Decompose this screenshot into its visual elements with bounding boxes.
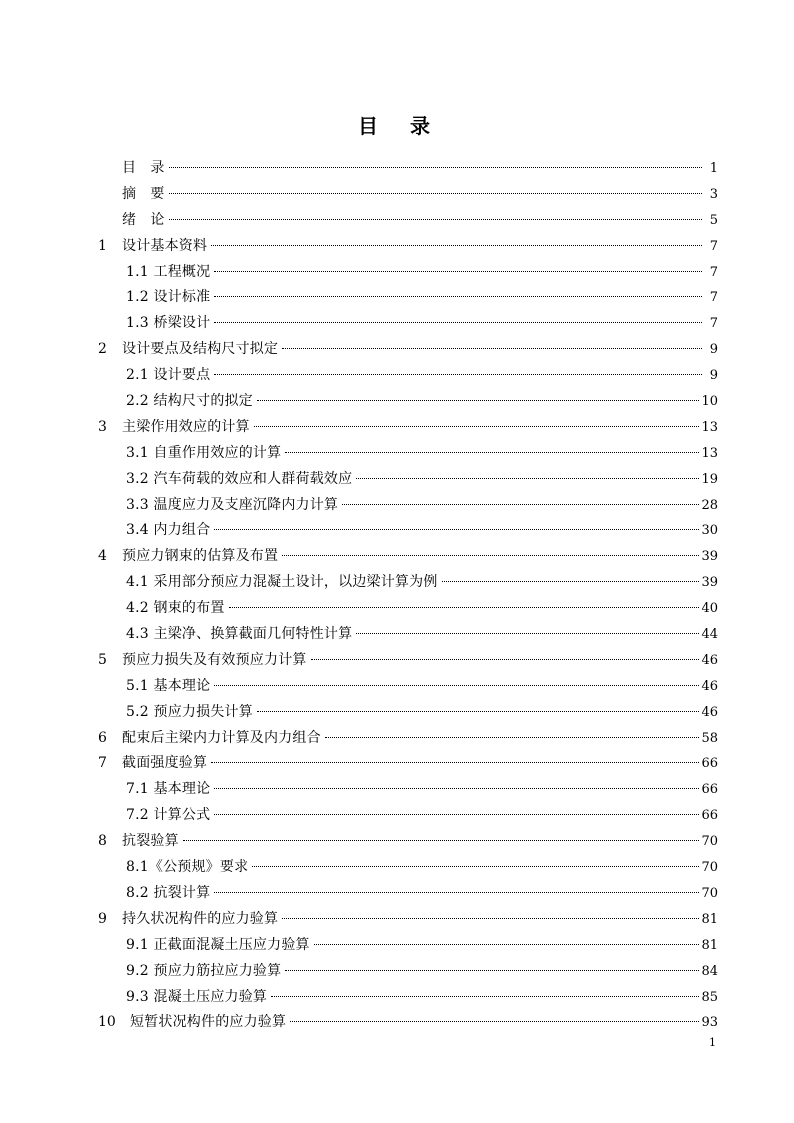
toc-entry[interactable] bbox=[98, 182, 718, 208]
toc-dot-leader bbox=[314, 944, 700, 945]
page-title: 目 录 bbox=[358, 114, 436, 138]
toc-entry-page: 81 bbox=[701, 937, 718, 953]
toc-entry-label: 绪 论 bbox=[122, 211, 165, 228]
toc-entry-label: 9.3 混凝土压应力验算 bbox=[126, 988, 268, 1005]
toc-entry-label: 5.2 预应力损失计算 bbox=[126, 703, 253, 720]
toc-entry[interactable] bbox=[98, 234, 718, 260]
toc-entry[interactable] bbox=[98, 208, 718, 234]
toc-dot-leader bbox=[282, 555, 699, 556]
toc-entry-page: 5 bbox=[709, 212, 718, 228]
toc-dot-leader bbox=[442, 581, 700, 582]
toc-dot-leader bbox=[214, 271, 702, 272]
toc-entry-label: 1.3 桥梁设计 bbox=[126, 315, 211, 332]
toc-entry[interactable] bbox=[98, 985, 718, 1011]
toc-entry-label: 抗裂验算 bbox=[122, 833, 179, 850]
toc-entry-label: 9.1 正截面混凝土压应力验算 bbox=[126, 936, 310, 953]
toc-entry-page: 19 bbox=[701, 471, 718, 487]
toc-dot-leader bbox=[229, 607, 700, 608]
toc-entry[interactable] bbox=[98, 829, 718, 855]
toc-entry-label: 短暂状况构件的应力验算 bbox=[130, 1014, 287, 1031]
toc-dot-leader bbox=[214, 892, 699, 893]
toc-entry-label: 2.1 设计要点 bbox=[126, 367, 211, 384]
toc-entry-page: 46 bbox=[701, 704, 718, 720]
toc-entry-page: 58 bbox=[701, 730, 718, 746]
toc-entry-number: 6 bbox=[98, 729, 107, 746]
toc-dot-leader bbox=[285, 970, 699, 971]
toc-dot-leader bbox=[282, 348, 702, 349]
toc-entry[interactable] bbox=[98, 285, 718, 311]
toc-entry-label: 预应力钢束的估算及布置 bbox=[122, 548, 279, 565]
toc-dot-leader bbox=[290, 1021, 699, 1022]
toc-entry-page: 7 bbox=[709, 264, 718, 280]
toc-entry-page: 7 bbox=[709, 238, 718, 254]
toc-entry-page: 93 bbox=[701, 1015, 718, 1031]
toc-entry[interactable] bbox=[98, 467, 718, 493]
toc-entry[interactable] bbox=[98, 544, 718, 570]
toc-dot-leader bbox=[257, 711, 700, 712]
toc-entry-label: 8.1《公预规》要求 bbox=[126, 859, 249, 876]
toc-entry-page: 66 bbox=[701, 808, 718, 824]
toc-entry[interactable] bbox=[98, 337, 718, 363]
toc-entry[interactable] bbox=[98, 959, 718, 985]
toc-entry-page: 46 bbox=[701, 652, 718, 668]
toc-entry-label: 9.2 预应力筋拉应力验算 bbox=[126, 962, 282, 979]
toc-dot-leader bbox=[214, 685, 699, 686]
toc-entry-number: 8 bbox=[98, 833, 107, 850]
toc-entry[interactable] bbox=[98, 156, 718, 182]
toc-entry-page: 66 bbox=[701, 756, 718, 772]
toc-entry[interactable] bbox=[98, 881, 718, 907]
toc-entry[interactable] bbox=[98, 855, 718, 881]
toc-entry-label: 截面强度验算 bbox=[122, 755, 208, 772]
toc-entry-page: 81 bbox=[701, 911, 718, 927]
toc-entry[interactable] bbox=[98, 803, 718, 829]
toc-entry-label: 7.1 基本理论 bbox=[126, 781, 211, 798]
toc-entry-label: 3.4 内力组合 bbox=[126, 522, 211, 539]
toc-entry[interactable] bbox=[98, 441, 718, 467]
toc-entry-page: 13 bbox=[701, 419, 718, 435]
toc-entry-label: 目 录 bbox=[122, 160, 165, 176]
toc-entry-page: 3 bbox=[709, 186, 718, 202]
toc-entry-page: 70 bbox=[701, 860, 718, 876]
toc-entry-page: 13 bbox=[701, 445, 718, 461]
toc-entry[interactable] bbox=[98, 648, 718, 674]
toc-entry-page: 28 bbox=[701, 497, 718, 513]
toc-entry-label: 4.1 采用部分预应力混凝土设计，以边梁计算为例 bbox=[126, 574, 438, 591]
toc-entry-label: 8.2 抗裂计算 bbox=[126, 884, 211, 901]
footer-page-number: 1 bbox=[709, 1036, 716, 1049]
toc-entry-label: 7.2 计算公式 bbox=[126, 807, 211, 824]
toc-entry-label: 3.3 温度应力及支座沉降内力计算 bbox=[126, 496, 339, 513]
toc-entry-page: 39 bbox=[701, 549, 718, 565]
toc-dot-leader bbox=[211, 245, 702, 246]
toc-entry-label: 预应力损失及有效预应力计算 bbox=[122, 651, 307, 668]
toc-entry[interactable] bbox=[98, 751, 718, 777]
toc-entry-label: 4.3 主梁净、换算截面几何特性计算 bbox=[126, 626, 353, 643]
toc-entry-page: 66 bbox=[701, 782, 718, 798]
toc-entry-label: 3.1 自重作用效应的计算 bbox=[126, 444, 282, 461]
toc-dot-leader bbox=[214, 529, 699, 530]
toc-entry-label: 1.1 工程概况 bbox=[126, 263, 211, 280]
toc-dot-leader bbox=[257, 400, 700, 401]
toc-entry-label: 配束后主梁内力计算及内力组合 bbox=[122, 729, 321, 746]
toc-entry[interactable] bbox=[98, 311, 718, 337]
toc-entry-number: 1 bbox=[98, 237, 107, 254]
toc-dot-leader bbox=[214, 296, 702, 297]
toc-entry-number: 2 bbox=[98, 341, 107, 358]
toc-entry-page: 70 bbox=[701, 885, 718, 901]
toc-dot-leader bbox=[183, 840, 700, 841]
toc-entry-label: 主梁作用效应的计算 bbox=[122, 418, 250, 435]
toc-entry-page: 9 bbox=[709, 368, 718, 384]
toc-entry-number: 9 bbox=[98, 910, 107, 927]
toc-entry[interactable] bbox=[98, 933, 718, 959]
toc-dot-leader bbox=[169, 219, 702, 220]
toc-entry-page: 10 bbox=[701, 394, 718, 410]
toc-entry-page: 46 bbox=[701, 678, 718, 694]
toc-dot-leader bbox=[282, 918, 699, 919]
toc-dot-leader bbox=[169, 193, 702, 194]
toc-dot-leader bbox=[356, 633, 699, 634]
toc-dot-leader bbox=[169, 167, 702, 168]
toc-dot-leader bbox=[252, 866, 699, 867]
toc-entry-page: 70 bbox=[701, 834, 718, 850]
toc-entry-page: 7 bbox=[709, 290, 718, 306]
toc-dot-leader bbox=[214, 374, 702, 375]
toc-entry-page: 30 bbox=[701, 523, 718, 539]
toc-dot-leader bbox=[254, 426, 700, 427]
toc-entry[interactable] bbox=[98, 518, 718, 544]
toc-entry[interactable] bbox=[98, 596, 718, 622]
toc-dot-leader bbox=[311, 659, 700, 660]
toc-entry-page: 7 bbox=[709, 316, 718, 332]
toc-entry-label: 设计基本资料 bbox=[122, 237, 208, 254]
toc-dot-leader bbox=[211, 762, 699, 763]
toc-entry-number: 7 bbox=[98, 755, 107, 772]
toc-entry-number: 10 bbox=[98, 1014, 116, 1031]
toc-entry-number: 5 bbox=[98, 651, 107, 668]
toc-entry-label: 持久状况构件的应力验算 bbox=[122, 910, 279, 927]
toc-entry-label: 4.2 钢束的布置 bbox=[126, 600, 225, 617]
toc-entry-number: 3 bbox=[98, 418, 107, 435]
toc-entry-label: 摘 要 bbox=[122, 185, 165, 202]
toc-entry-page: 9 bbox=[709, 342, 718, 358]
toc-dot-leader bbox=[214, 322, 702, 323]
toc-entry[interactable] bbox=[98, 570, 718, 596]
toc-entry[interactable] bbox=[98, 700, 718, 726]
toc-entry[interactable] bbox=[98, 622, 718, 648]
toc-entry[interactable] bbox=[98, 1010, 718, 1036]
toc-entry[interactable] bbox=[98, 493, 718, 519]
toc-entry-label: 3.2 汽车荷载的效应和人群荷载效应 bbox=[126, 470, 353, 487]
toc-entry-page: 84 bbox=[701, 963, 718, 979]
toc-entry[interactable] bbox=[98, 260, 718, 286]
toc-dot-leader bbox=[214, 814, 699, 815]
toc-dot-leader bbox=[325, 737, 700, 738]
toc-dot-leader bbox=[285, 452, 699, 453]
toc-dot-leader bbox=[214, 788, 699, 789]
toc-entry-label: 5.1 基本理论 bbox=[126, 677, 211, 694]
toc-entry[interactable] bbox=[98, 777, 718, 803]
toc-entry[interactable] bbox=[98, 726, 718, 752]
toc-entry[interactable] bbox=[98, 674, 718, 700]
table-of-contents bbox=[98, 156, 718, 1036]
toc-dot-leader bbox=[271, 996, 699, 997]
toc-entry[interactable] bbox=[98, 389, 718, 415]
toc-entry-page: 44 bbox=[701, 627, 718, 643]
toc-entry-page: 40 bbox=[701, 601, 718, 617]
toc-entry-page: 1 bbox=[709, 161, 718, 176]
toc-entry-page: 85 bbox=[701, 989, 718, 1005]
toc-dot-leader bbox=[342, 504, 699, 505]
toc-entry-label: 设计要点及结构尺寸拟定 bbox=[122, 341, 279, 358]
toc-entry-page: 39 bbox=[701, 575, 718, 591]
toc-entry-label: 1.2 设计标准 bbox=[126, 289, 211, 306]
toc-dot-leader bbox=[356, 478, 699, 479]
toc-entry-number: 4 bbox=[98, 548, 107, 565]
toc-entry[interactable] bbox=[98, 415, 718, 441]
toc-entry[interactable] bbox=[98, 363, 718, 389]
toc-entry[interactable] bbox=[98, 907, 718, 933]
toc-entry-label: 2.2 结构尺寸的拟定 bbox=[126, 393, 253, 410]
